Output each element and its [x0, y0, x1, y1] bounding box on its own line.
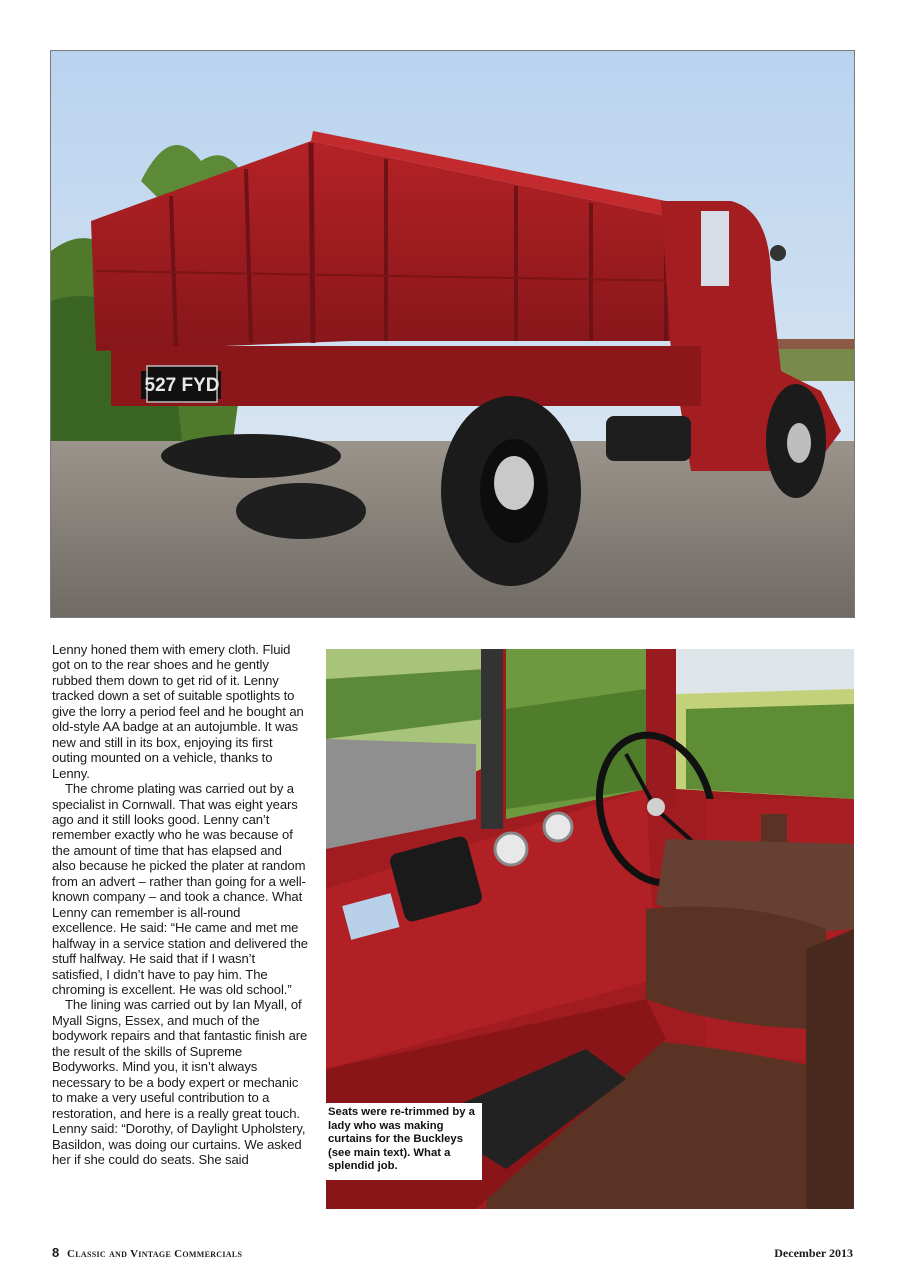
article-paragraph: The lining was carried out by Ian Myall, of Myall Signs, Essex, and much of the bodywork repairs and that fantastic finish are the result of the skills of Supreme Bodyworks. Mind you, it isn’t always necessary to be a body expert or mechanic to make a very useful contribution to a restoration, and here is a really great touch. Lenny said: “Dorothy, of Daylight Upholstery, Basildon, was doing our curtains. We asked her if she could do seats. She said: [52, 997, 308, 1167]
footer-left: [52, 1245, 242, 1260]
page-footer: [52, 1245, 853, 1261]
article-body: [52, 642, 308, 1167]
lorry-rear-photo: [51, 51, 854, 617]
issue-date: December 2013: [774, 1246, 853, 1260]
magazine-title: Classic and Vintage Commercials: [66, 1248, 243, 1260]
article-paragraph: The chrome plating was carried out by a specialist in Cornwall. That was eight years ago and it still looks good. Lenny can’t remember exactly who he was because of the amount of time that has elapsed and also because he picked the plater at random from an advert – rather than going for a well-known company – and took a chance. What Lenny can remember is all-round excellence. He said: “He came and met me halfway in a service station and delivered the stuff halfway. He said that if I wasn’t satisfied, I didn’t have to pay him. The chroming is excellent. He was old school.”: [52, 781, 308, 997]
page-number: 8: [52, 1245, 60, 1260]
number-plate: 527 FYD: [144, 375, 220, 396]
article-paragraph: Lenny honed them with emery cloth. Fluid got on to the rear shoes and he gently rubbed them down to get rid of it. Lenny tracked down a set of suitable spotlights to give the lorry a period feel and he bought an old-style AA badge at an autojumble. It was new and still in its box, enjoying its first outing mounted on a vehicle, thanks to Lenny.: [52, 642, 304, 781]
photo-caption: Seats were re-trimmed by a lady who was making curtains for the Buckleys (see main text). What a splendid job.: [326, 1103, 482, 1180]
